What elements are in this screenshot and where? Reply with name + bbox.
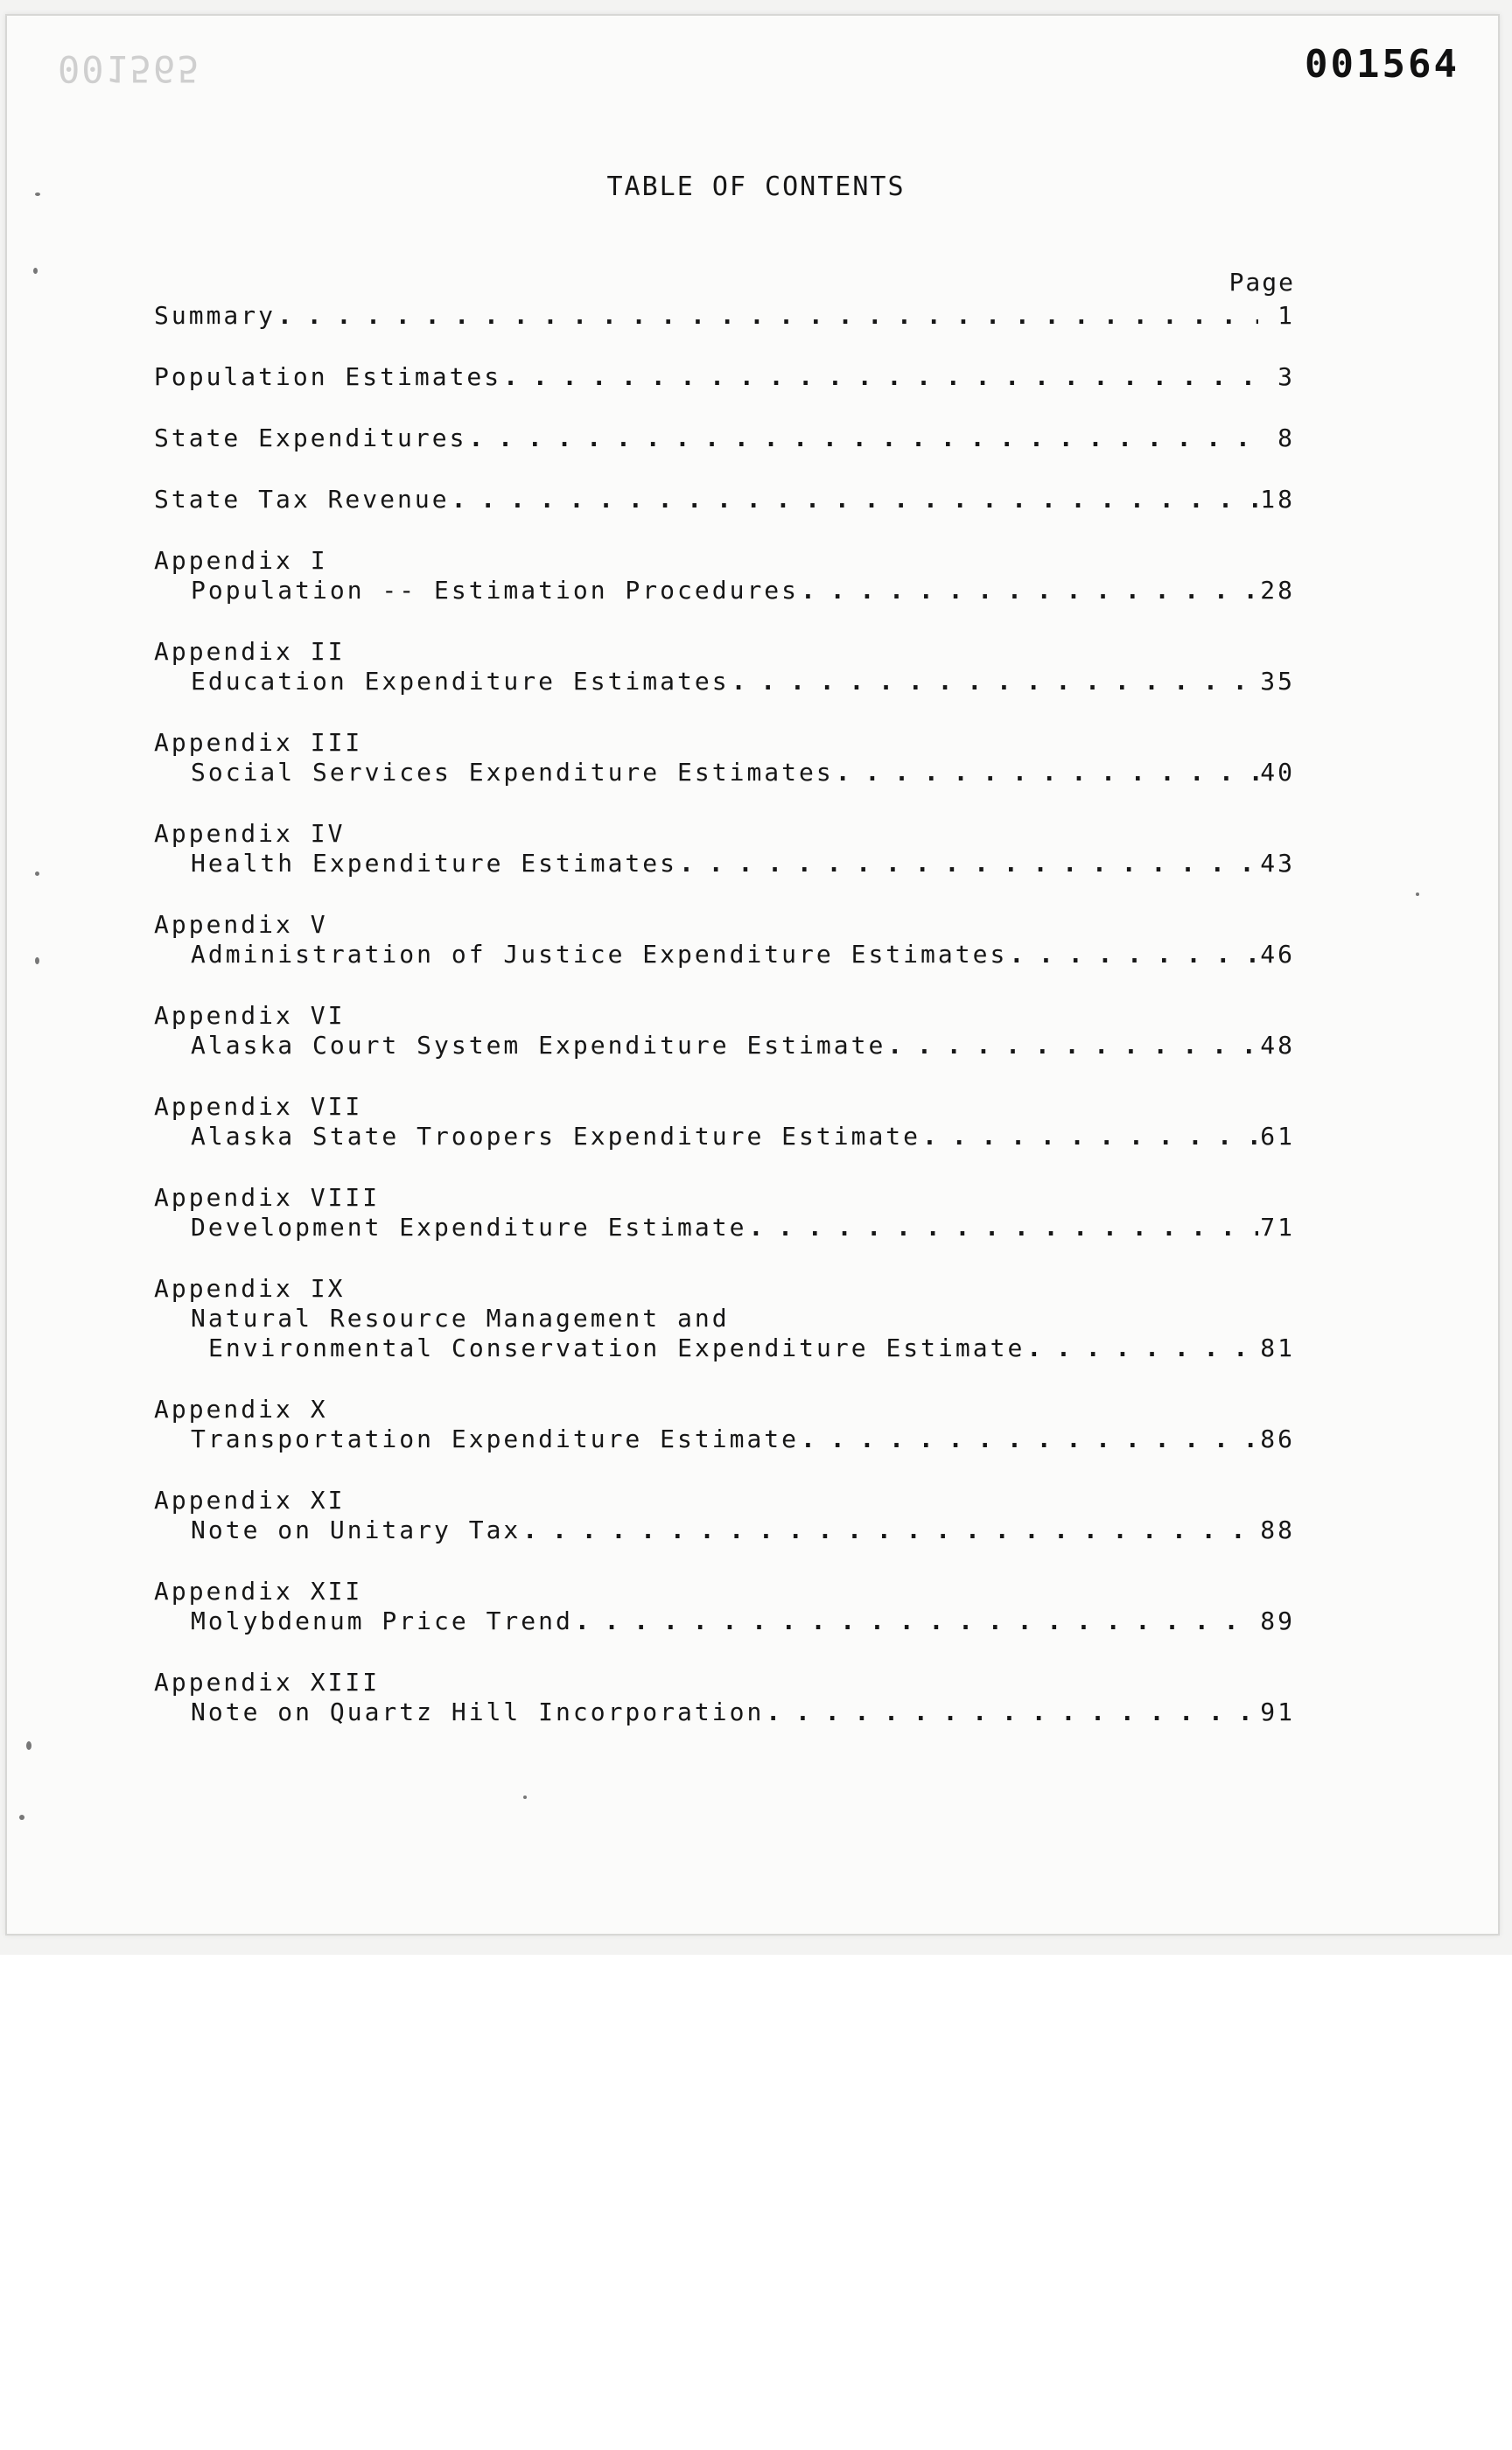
toc-appendix-13 <box>154 1668 1295 1727</box>
dot-leader <box>679 849 1258 878</box>
toc-appendix-11 <box>154 1486 1295 1545</box>
scan-speck <box>35 957 39 964</box>
table-of-contents <box>154 301 1295 1727</box>
scan-speck <box>35 872 39 876</box>
dot-leader <box>468 424 1258 453</box>
toc-entry-title: State Tax Revenue <box>154 485 450 514</box>
dot-leader <box>801 1424 1258 1454</box>
toc-appendix-9 <box>154 1274 1295 1363</box>
toc-appendix-10 <box>154 1395 1295 1454</box>
toc-page-number: 89 <box>1260 1606 1295 1635</box>
dot-leader <box>522 1516 1258 1545</box>
appendix-title: Note on Unitary Tax <box>191 1516 522 1544</box>
toc-row <box>154 758 1295 788</box>
appendix-title: Note on Quartz Hill Incorporation <box>191 1698 765 1726</box>
toc-entry-state-tax-revenue <box>154 485 1295 514</box>
dot-leader <box>452 485 1258 514</box>
toc-appendix-1 <box>154 546 1295 606</box>
dot-leader <box>277 301 1258 331</box>
toc-page-number: 48 <box>1260 1031 1295 1060</box>
toc-page-number: 8 <box>1278 424 1295 452</box>
appendix-title: Alaska State Troopers Expenditure Estimate <box>191 1122 921 1151</box>
toc-page-number: 35 <box>1260 667 1295 696</box>
toc-page-number: 46 <box>1260 940 1295 969</box>
toc-row <box>154 1516 1295 1545</box>
toc-row <box>154 1213 1295 1242</box>
appendix-title: Education Expenditure Estimates <box>191 667 730 696</box>
toc-row <box>154 849 1295 878</box>
dot-leader <box>801 576 1258 606</box>
scan-speck <box>33 268 38 274</box>
appendix-title: Development Expenditure Estimate <box>191 1213 747 1242</box>
toc-row <box>154 667 1295 696</box>
appendix-label: Appendix IV <box>154 819 346 848</box>
toc-entry-title: Summary <box>154 301 276 330</box>
appendix-label: Appendix II <box>154 637 346 666</box>
toc-page-number: 81 <box>1260 1334 1295 1362</box>
toc-row <box>154 301 1295 331</box>
dot-leader <box>503 362 1258 392</box>
toc-appendix-4 <box>154 819 1295 878</box>
page-column-heading: Page <box>1228 268 1295 297</box>
dot-leader <box>836 758 1258 788</box>
scan-speck <box>1416 892 1419 896</box>
appendix-label: Appendix VIII <box>154 1183 381 1212</box>
appendix-label: Appendix I <box>154 546 328 575</box>
scan-speck <box>19 1815 24 1820</box>
dot-leader <box>922 1122 1258 1152</box>
dot-leader <box>766 1698 1258 1727</box>
toc-appendix-2 <box>154 637 1295 696</box>
toc-appendix-12 <box>154 1577 1295 1636</box>
toc-row <box>154 362 1295 392</box>
scan-speck <box>26 1741 32 1750</box>
appendix-title: Alaska Court System Expenditure Estimate <box>191 1031 886 1060</box>
appendix-title-line-1: Natural Resource Management and <box>191 1304 730 1333</box>
dot-leader <box>575 1606 1258 1636</box>
toc-row <box>154 1304 1295 1334</box>
toc-entry-title: State Expenditures <box>154 424 467 452</box>
toc-entry-population-estimates <box>154 362 1295 392</box>
toc-row <box>154 1606 1295 1636</box>
toc-entry-state-expenditures <box>154 424 1295 453</box>
appendix-label: Appendix XI <box>154 1486 346 1515</box>
toc-appendix-8 <box>154 1183 1295 1242</box>
toc-entry-title: Population Estimates <box>154 362 502 391</box>
toc-page-number: 1 <box>1278 301 1295 330</box>
toc-page-number: 28 <box>1260 576 1295 605</box>
toc-page-number: 3 <box>1278 362 1295 391</box>
appendix-label: Appendix VI <box>154 1001 346 1030</box>
appendix-label: Appendix VII <box>154 1092 363 1121</box>
toc-row <box>154 576 1295 606</box>
appendix-title-line-2: Environmental Conservation Expenditure Estimate <box>208 1334 1026 1362</box>
appendix-title: Health Expenditure Estimates <box>191 849 678 878</box>
scan-speck <box>35 192 40 196</box>
stamp-number: 001564 <box>1305 42 1460 87</box>
dot-leader <box>887 1031 1258 1060</box>
toc-row <box>154 1031 1295 1060</box>
toc-page-number: 71 <box>1260 1213 1295 1242</box>
toc-row <box>154 1424 1295 1454</box>
toc-appendix-3 <box>154 728 1295 788</box>
appendix-label: Appendix V <box>154 910 328 939</box>
toc-entry-summary <box>154 301 1295 331</box>
toc-page-number: 61 <box>1260 1122 1295 1151</box>
appendix-label: Appendix XII <box>154 1577 363 1606</box>
dot-leader <box>1009 940 1258 970</box>
toc-page-number: 18 <box>1260 485 1295 514</box>
appendix-label: Appendix III <box>154 728 363 757</box>
toc-page-number: 91 <box>1260 1698 1295 1726</box>
toc-page-number: 86 <box>1260 1424 1295 1453</box>
appendix-title: Administration of Justice Expenditure Estimates <box>191 940 1008 969</box>
appendix-label: Appendix IX <box>154 1274 346 1303</box>
toc-row <box>154 1334 1295 1363</box>
dot-leader <box>1026 1334 1258 1363</box>
toc-appendix-5 <box>154 910 1295 970</box>
toc-row <box>154 424 1295 453</box>
appendix-label: Appendix XIII <box>154 1668 381 1697</box>
toc-row <box>154 1122 1295 1152</box>
toc-row <box>154 940 1295 970</box>
toc-row <box>154 485 1295 514</box>
scan-speck <box>523 1796 527 1799</box>
toc-page-number: 43 <box>1260 849 1295 878</box>
appendix-title: Population -- Estimation Procedures <box>191 576 800 605</box>
dot-leader <box>748 1213 1258 1242</box>
appendix-title: Molybdenum Price Trend <box>191 1606 573 1635</box>
dot-leader <box>732 667 1258 696</box>
toc-row <box>154 1698 1295 1727</box>
appendix-label: Appendix X <box>154 1395 328 1424</box>
toc-appendix-7 <box>154 1092 1295 1152</box>
toc-appendix-6 <box>154 1001 1295 1060</box>
appendix-title: Transportation Expenditure Estimate <box>191 1424 800 1453</box>
appendix-title: Social Services Expenditure Estimates <box>191 758 834 787</box>
bleed-through-stamp-number: 001565 <box>58 47 201 90</box>
toc-page-number: 88 <box>1260 1516 1295 1544</box>
page-title: TABLE OF CONTENTS <box>606 172 906 202</box>
toc-page-number: 40 <box>1260 758 1295 787</box>
